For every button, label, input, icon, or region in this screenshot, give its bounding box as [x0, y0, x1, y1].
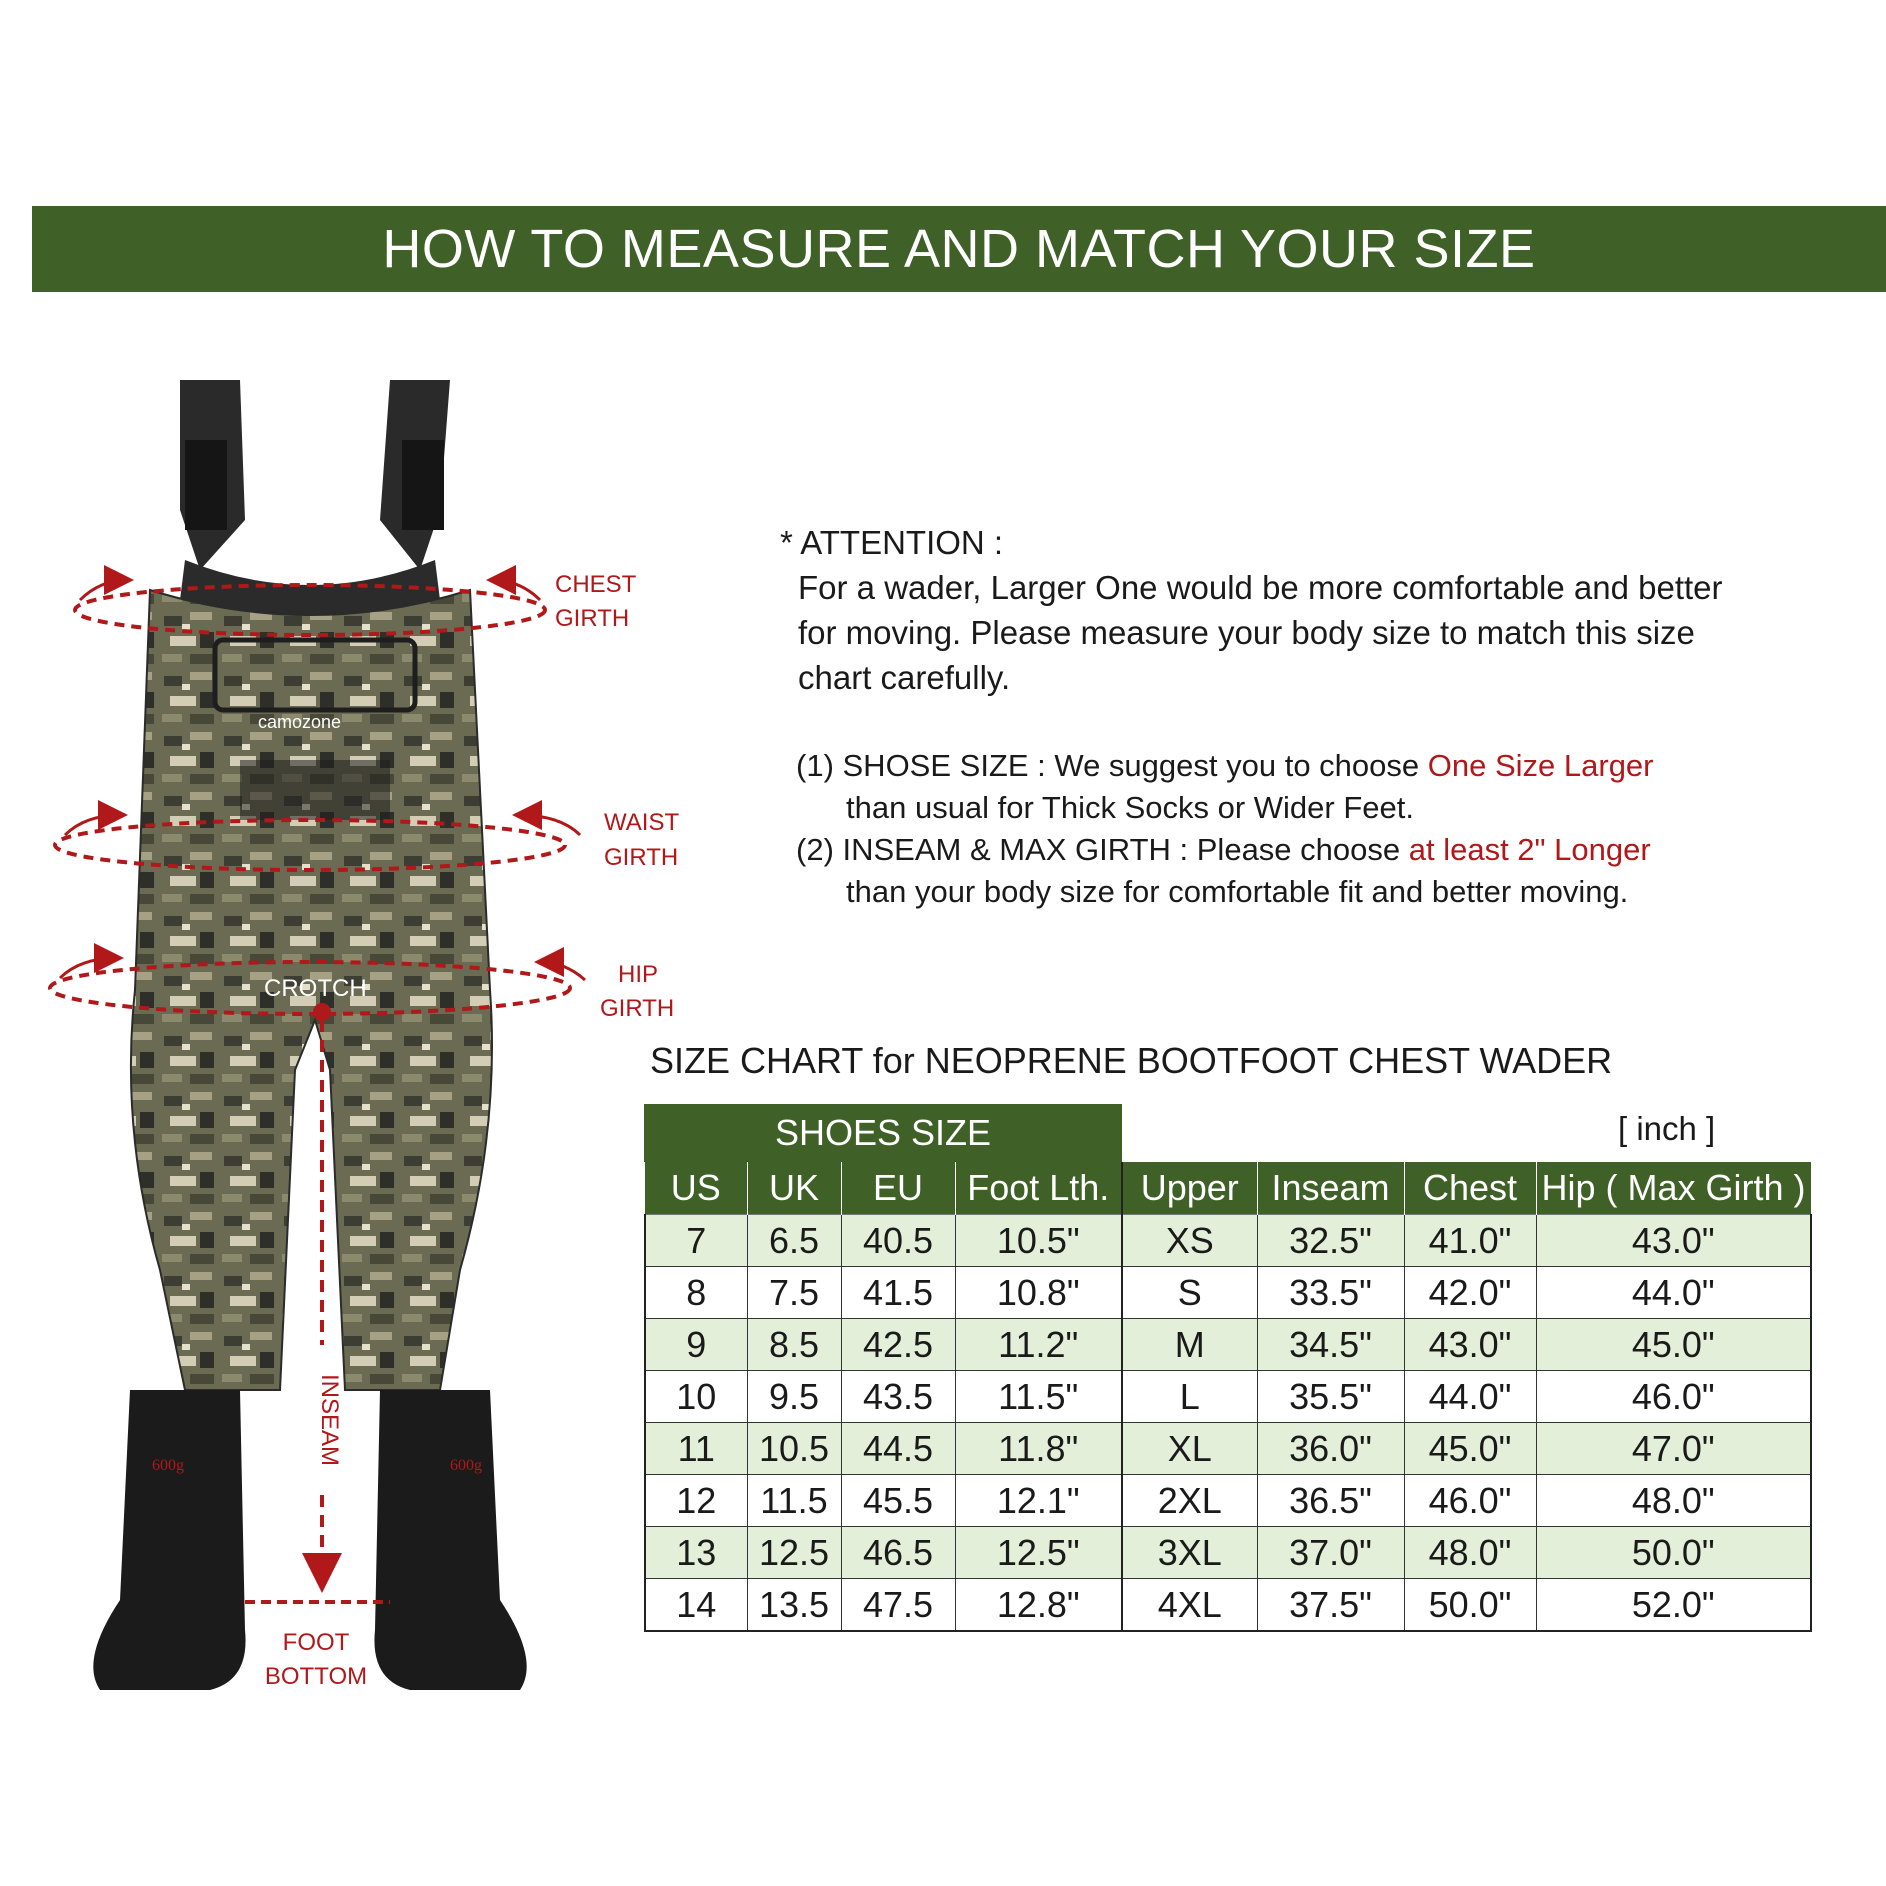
table-cell: 12.1"	[955, 1475, 1122, 1527]
title-banner	[32, 206, 1886, 292]
table-cell: 43.0"	[1404, 1319, 1536, 1371]
table-header-row	[645, 1162, 1811, 1215]
brand-logo: camozone	[258, 712, 342, 732]
boot-mark-left: 600g	[152, 1457, 184, 1474]
table-cell: 44.0"	[1404, 1371, 1536, 1423]
column-header: US	[645, 1162, 747, 1215]
table-cell: 12	[645, 1475, 747, 1527]
table-cell: 13	[645, 1527, 747, 1579]
column-header: Chest	[1404, 1162, 1536, 1215]
size-chart-title: SIZE CHART for NEOPRENE BOOTFOOT CHEST WADER	[650, 1040, 1613, 1081]
table-row	[645, 1579, 1811, 1632]
inseam-label: INSEAM	[316, 1373, 343, 1467]
table-cell: 45.0"	[1404, 1423, 1536, 1475]
size-chart-table	[644, 1162, 1812, 1632]
attention-line-1: For a wader, Larger One would be more comfortable and better	[798, 569, 1723, 606]
table-cell: 10.5	[747, 1423, 841, 1475]
unit-label: [ inch ]	[1618, 1110, 1716, 1147]
hip-label-1: HIP	[618, 961, 659, 988]
table-cell: 48.0"	[1404, 1527, 1536, 1579]
wader-illustration	[40, 370, 720, 1740]
attention-block	[780, 520, 1840, 700]
foot-label-2: BOTTOM	[264, 1663, 368, 1690]
table-row	[645, 1527, 1811, 1579]
table-cell: 47.0"	[1536, 1423, 1811, 1475]
table-cell: 13.5	[747, 1579, 841, 1632]
wader-diagram	[40, 370, 720, 1740]
table-cell: 32.5"	[1257, 1215, 1404, 1267]
table-row	[645, 1319, 1811, 1371]
table-cell: 46.0"	[1404, 1475, 1536, 1527]
table-cell: 2XL	[1122, 1475, 1257, 1527]
attention-line-3: chart carefully.	[798, 659, 1011, 696]
table-cell: 36.0"	[1257, 1423, 1404, 1475]
table-cell: M	[1122, 1319, 1257, 1371]
table-cell: 37.0"	[1257, 1527, 1404, 1579]
table-cell: 8	[645, 1267, 747, 1319]
column-header: Foot Lth.	[955, 1162, 1122, 1215]
note-2-highlight: at least 2" Longer	[1408, 832, 1651, 867]
table-row	[645, 1267, 1811, 1319]
table-row	[645, 1475, 1811, 1527]
table-cell: 47.5	[841, 1579, 955, 1632]
sizing-notes	[796, 745, 1856, 913]
crotch-label: CROTCH	[264, 975, 367, 1002]
table-cell: 10.8"	[955, 1267, 1122, 1319]
table-cell: 33.5"	[1257, 1267, 1404, 1319]
note-2	[796, 829, 1856, 871]
table-cell: 42.5	[841, 1319, 955, 1371]
table-cell: 45.0"	[1536, 1319, 1811, 1371]
table-cell: 40.5	[841, 1215, 955, 1267]
waist-label-2: GIRTH	[604, 844, 679, 871]
attention-heading: * ATTENTION :	[780, 524, 1004, 561]
table-cell: 36.5"	[1257, 1475, 1404, 1527]
table-cell: 44.0"	[1536, 1267, 1811, 1319]
table-cell: 3XL	[1122, 1527, 1257, 1579]
table-cell: S	[1122, 1267, 1257, 1319]
table-cell: 12.5	[747, 1527, 841, 1579]
boot-mark-right: 600g	[450, 1457, 482, 1474]
table-cell: 37.5"	[1257, 1579, 1404, 1632]
size-chart-body	[645, 1215, 1811, 1632]
shoes-size-header: SHOES SIZE	[644, 1104, 1122, 1162]
table-cell: 50.0"	[1404, 1579, 1536, 1632]
table-cell: 48.0"	[1536, 1475, 1811, 1527]
column-header: Upper	[1122, 1162, 1257, 1215]
table-cell: 14	[645, 1579, 747, 1632]
note-2-text: (2) INSEAM & MAX GIRTH : Please choose	[796, 832, 1409, 867]
foot-label-1: FOOT	[282, 1629, 350, 1656]
table-cell: 11.5"	[955, 1371, 1122, 1423]
table-cell: 50.0"	[1536, 1527, 1811, 1579]
table-row	[645, 1215, 1811, 1267]
note-1	[796, 745, 1856, 787]
note-1-text: (1) SHOSE SIZE : We suggest you to choose	[796, 748, 1428, 783]
note-1-highlight: One Size Larger	[1427, 748, 1654, 783]
table-cell: 7.5	[747, 1267, 841, 1319]
table-cell: 42.0"	[1404, 1267, 1536, 1319]
table-cell: XS	[1122, 1215, 1257, 1267]
chest-label-1: CHEST	[555, 571, 637, 598]
waist-label-1: WAIST	[604, 809, 680, 836]
table-cell: 9.5	[747, 1371, 841, 1423]
table-row	[645, 1371, 1811, 1423]
table-cell: 9	[645, 1319, 747, 1371]
table-cell: 45.5	[841, 1475, 955, 1527]
table-cell: 46.5	[841, 1527, 955, 1579]
table-cell: 41.5	[841, 1267, 955, 1319]
page-title: HOW TO MEASURE AND MATCH YOUR SIZE	[382, 219, 1536, 279]
column-header: Inseam	[1257, 1162, 1404, 1215]
table-cell: 52.0"	[1536, 1579, 1811, 1632]
table-cell: 6.5	[747, 1215, 841, 1267]
table-cell: 46.0"	[1536, 1371, 1811, 1423]
table-cell: 12.5"	[955, 1527, 1122, 1579]
table-row	[645, 1423, 1811, 1475]
hand-pocket	[240, 760, 390, 820]
table-cell: 35.5"	[1257, 1371, 1404, 1423]
attention-line-2: for moving. Please measure your body size to match this size	[798, 614, 1695, 651]
table-cell: 12.8"	[955, 1579, 1122, 1632]
column-header: Hip ( Max Girth )	[1536, 1162, 1811, 1215]
column-header: EU	[841, 1162, 955, 1215]
table-cell: 44.5	[841, 1423, 955, 1475]
table-cell: 4XL	[1122, 1579, 1257, 1632]
table-cell: 11.8"	[955, 1423, 1122, 1475]
note-2-continued: than your body size for comfortable fit and better moving.	[846, 874, 1629, 909]
table-cell: 10.5"	[955, 1215, 1122, 1267]
chest-label-2: GIRTH	[555, 605, 630, 632]
hip-label-2: GIRTH	[600, 995, 675, 1022]
table-cell: 11.2"	[955, 1319, 1122, 1371]
table-cell: 43.5	[841, 1371, 955, 1423]
table-cell: XL	[1122, 1423, 1257, 1475]
table-cell: L	[1122, 1371, 1257, 1423]
note-1-continued: than usual for Thick Socks or Wider Feet.	[846, 790, 1414, 825]
table-cell: 8.5	[747, 1319, 841, 1371]
table-cell: 34.5"	[1257, 1319, 1404, 1371]
table-cell: 43.0"	[1536, 1215, 1811, 1267]
table-cell: 11.5	[747, 1475, 841, 1527]
table-cell: 7	[645, 1215, 747, 1267]
table-cell: 11	[645, 1423, 747, 1475]
column-header: UK	[747, 1162, 841, 1215]
table-cell: 41.0"	[1404, 1215, 1536, 1267]
table-cell: 10	[645, 1371, 747, 1423]
